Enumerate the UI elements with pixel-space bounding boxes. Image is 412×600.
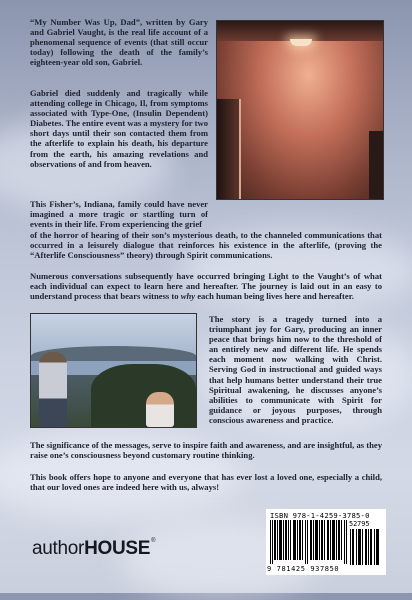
publisher-name-light: author: [32, 538, 85, 559]
dark-wall: [369, 131, 383, 199]
barcode-digits: 9 781425 937850: [267, 565, 340, 573]
registered-mark: ®: [151, 538, 156, 544]
barcode-bars: [270, 520, 348, 564]
doorframe: [217, 99, 241, 199]
trees: [91, 364, 196, 427]
significance-paragraph: The significance of the messages, serve to inspire faith and awareness, and are insightful, as they raise one’s consciousness beyond customary routine thinking.: [30, 440, 382, 461]
intro-paragraph: “My Number Was Up, Dad”, written by Gary and Gabriel Vaught, is the real life account of a phenomenal sequence of events (that still occur today) following the death of the family’s eighteen-year old son, Gabriel.: [30, 17, 208, 68]
room-light-photo: [216, 20, 384, 200]
family-paragraph-top: This Fisher’s, Indiana, family could have never imagined a more tragic or startling turn of events in their life. From experiencing the grief: [30, 199, 208, 230]
family-paragraph-rest: of the horror of hearing of their son’s mysterious death, to the channeled communications that occurred in a leisurely dialogue that reinforces his existence in the afterlife, (proving the “Afterlife Consciousness” theory) through Spirit communications.: [30, 230, 382, 261]
price-addon-code: 52795: [349, 520, 370, 528]
ceiling: [217, 21, 383, 41]
child-figure: [146, 392, 174, 427]
emphasis-why: why: [180, 291, 196, 302]
addon-bars: [350, 529, 380, 565]
story-paragraph: The story is a tragedy turned into a triumphant joy for Gary, producing an inner peace that brings him now to the threshold of an entirely new and different life. He spends each moment now walking with Christ. Serving God in instructional and guided ways that help humans better understand their true Spiritual awakening, he discusses anyone’s abilities to communicate with Spirit for guidance or joyous purposes, through conscious awareness and practice.: [209, 314, 382, 425]
hope-paragraph: This book offers hope to anyone and everyone that has ever lost a loved one, especially a child, that our loved ones are indeed here with us, always!: [30, 472, 382, 493]
family-lake-photo: [30, 313, 197, 428]
publisher-name-bold: HOUSE: [84, 538, 151, 559]
death-paragraph: Gabriel died suddenly and tragically while attending college in Chicago, Il, from symptoms associated with Type-One, (Insulin Dependent) Diabetes. The entire event was a mystery for two short days until their son contacted them from the afterlife to explain his death, his departure from the earth, his amazing revelations and observations of and from heaven.: [30, 88, 208, 169]
isbn-barcode: [266, 509, 386, 575]
father-figure: [39, 352, 67, 427]
isbn-text: ISBN 978-1-4259-3785-0: [270, 511, 370, 520]
conversations-paragraph: Numerous conversations subsequently have occurred bringing Light to the Vaught’s of what each individual can expect to learn here and hereafter. The journey is laid out in an easy to understand process that bears witness to why each human being lives here and hereafter.: [30, 271, 382, 302]
publisher-logo: [32, 538, 155, 560]
ceiling-lamp: [290, 39, 312, 46]
